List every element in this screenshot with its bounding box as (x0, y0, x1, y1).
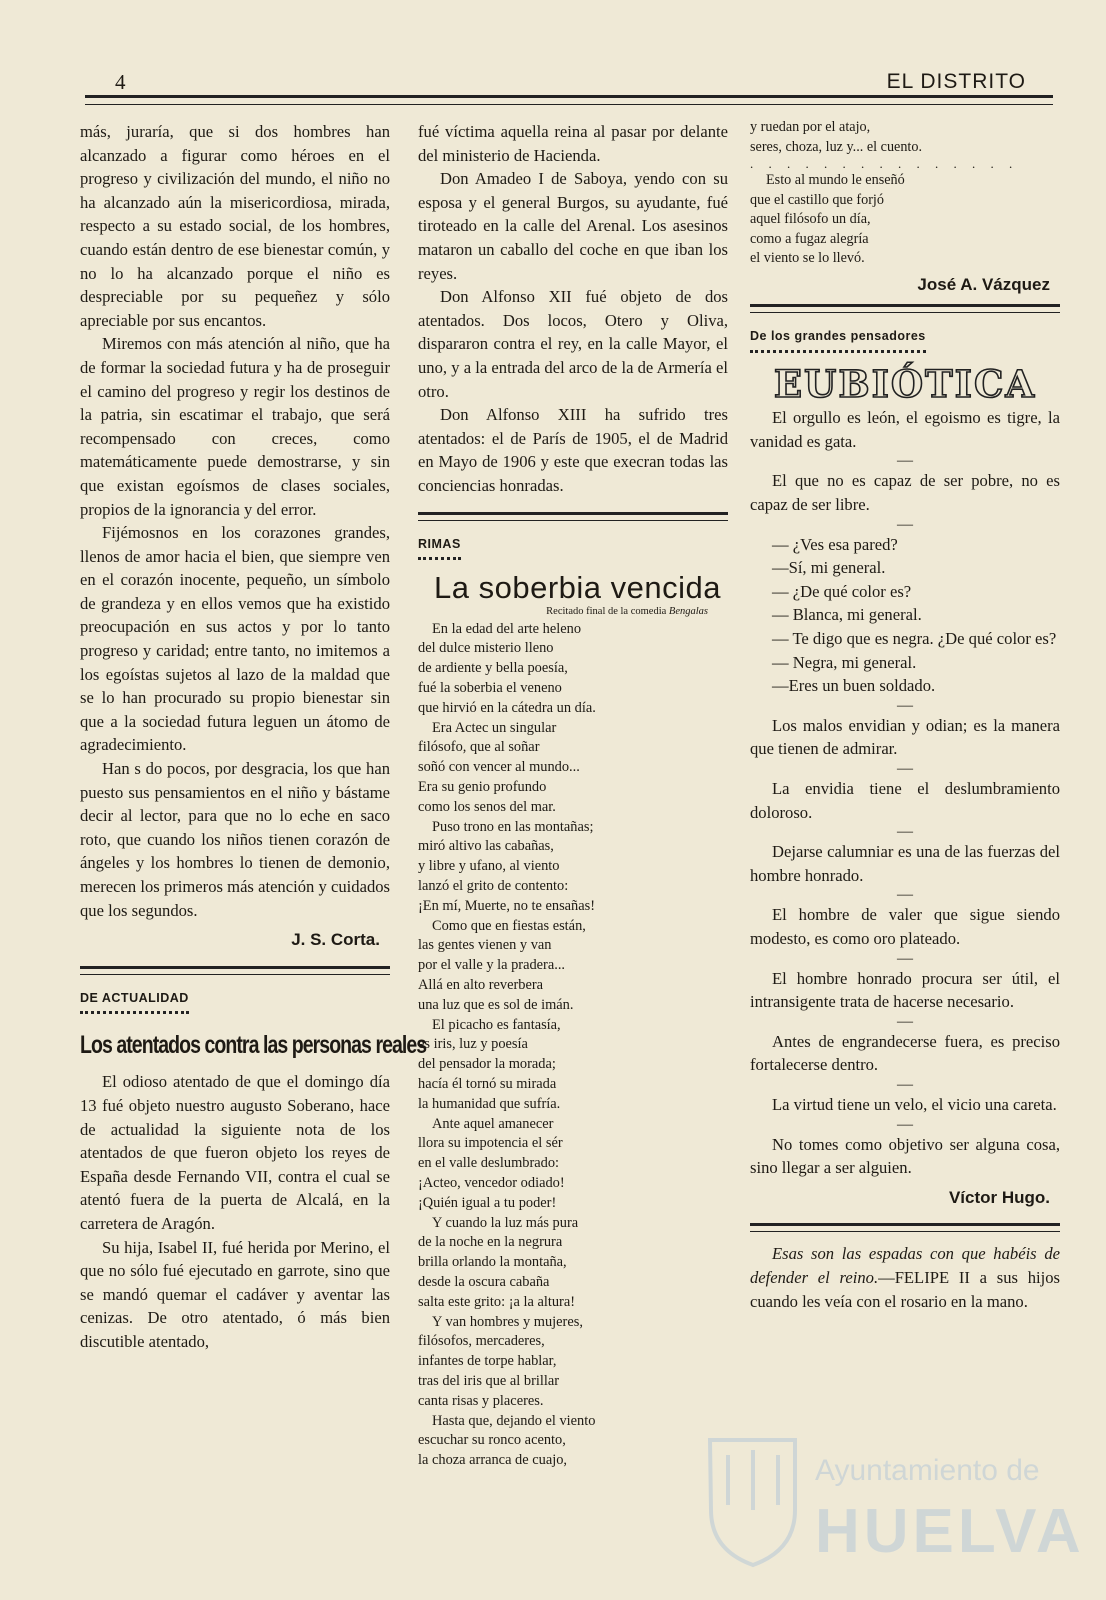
masthead: EL DISTRITO (886, 70, 1026, 93)
dialogue-line: — ¿De qué color es? (772, 581, 912, 601)
poem (418, 620, 728, 1471)
poem-line: Esto al mundo le enseñó (766, 172, 905, 188)
paragraph: fué víctima aquella reina al pasar por delante del ministerio de Hacienda. (418, 122, 728, 165)
separator-dash: — (897, 823, 913, 841)
poem-line: como a fugaz alegría (750, 230, 869, 247)
poem-line: de la noche en la negrura (418, 1234, 563, 1251)
section-headline: EUBIÓTICA (773, 361, 1037, 406)
poem-line: El picacho es fantasía, (432, 1016, 561, 1033)
paragraph: Don Amadeo I de Saboya, yendo con su esposa y el general Burgos, su ayudante, fué tiroteado en la calle del Arenal. Los asesinos mataron un caballo del coche en que iban los reyes. (418, 169, 728, 283)
poem-line: ¡Acteo, vencedor odiado! (418, 1175, 565, 1191)
poem-line: y ruedan por el atajo, (750, 119, 871, 135)
thought: Antes de engrandecerse fuera, es preciso fortalecerse dentro. (750, 1031, 1060, 1075)
thought: La virtud tiene un velo, el vicio una careta. (772, 1094, 1057, 1114)
section-rule (418, 512, 728, 521)
dialogue-line: — ¿Ves esa pared? (772, 534, 898, 554)
section-label: DE ACTUALIDAD (80, 987, 189, 1015)
article-headline: Los atentados contra las personas reales (80, 1031, 427, 1060)
poem-line: Ante aquel amanecer (432, 1115, 554, 1132)
poem-line: que hirvió en la cátedra un día. (418, 699, 596, 716)
poem-line: como los senos del mar. (418, 798, 556, 815)
thought: El que no es capaz de ser pobre, no es capaz de ser libre. (750, 471, 1060, 515)
poem-line: canta risas y placeres. (418, 1392, 544, 1409)
watermark (700, 1420, 1085, 1570)
separator-dash: — (897, 886, 913, 904)
dialogue-line: — Te digo que es negra. ¿De qué color es? (772, 629, 1057, 649)
watermark-line-2: HUELVA (815, 1497, 1085, 1566)
poem-line: por el valle y la pradera... (418, 957, 566, 974)
watermark-line-1: Ayuntamiento de (815, 1454, 1040, 1487)
poem-line: que el castillo que forjó (750, 191, 884, 208)
paragraph: Su hija, Isabel II, fué herida por Merino, el que no sólo fué ejecutado en garrote, sino que se mandó quemar el cadáver y aventar las cenizas. De otro atentado, ó más bien discutible atentado, (80, 1237, 390, 1351)
poem-line: Allá en alto reverbera (418, 977, 544, 994)
poem-line: de ardiente y bella poesía, (418, 660, 568, 677)
separator-dash: — (897, 1075, 913, 1093)
paragraph: Han s do pocos, por desgracia, los que han puesto sus pensamientos en el niño y bástame decir al lector, para que no lo eche en saco roto, que cuando los niños tienen corazón de ángeles y los hombres lo tienen de demonio, merecen los primeros más atención y cuidados que los segundos. (80, 759, 390, 920)
poem-line: en el valle deslumbrado: (418, 1155, 560, 1172)
column-3 (750, 118, 1060, 1313)
dialogue-line: — Blanca, mi general. (772, 605, 922, 625)
poem-line: salta este grito: ¡a la altura! (418, 1293, 576, 1310)
poem-line: filósofo, que al soñar (418, 739, 540, 756)
poem-line: Puso trono en las montañas; (432, 818, 594, 835)
poem-line: ¡Quién igual a tu poder! (418, 1194, 557, 1211)
section-label: RIMAS (418, 533, 461, 561)
separator-dash: — (897, 1012, 913, 1030)
thought: El hombre de valer que sigue siendo modesto, es como oro plateado. (750, 905, 1060, 948)
poem-line: la choza arranca de cuajo, (418, 1452, 568, 1469)
poem-line: desde la oscura cabaña (418, 1273, 550, 1290)
poem-line: filósofos, mercaderes, (418, 1333, 545, 1350)
poem-line: del pensador la morada; (418, 1056, 556, 1073)
closing-quote: Esas son las espadas con que habéis de defender el reino.—FELIPE II a sus hijos cuando les veía con el rosario en la mano. (750, 1244, 1060, 1311)
section-label: De los grandes pensadores (750, 325, 926, 353)
poem-line: tras del iris que al brillar (418, 1372, 560, 1389)
column-1 (80, 120, 427, 1354)
paragraph: Don Alfonso XII fué objeto de dos atentados. Dos locos, Otero y Oliva, dispararon contra el rey, en la calle Mayor, el uno, y a la entrada del arco de la de Armería el otro. (418, 287, 728, 401)
poem-line: Y cuando la luz más pura (432, 1214, 579, 1231)
separator-dash: — (897, 1115, 913, 1133)
poem-line: aquel filósofo un día, (750, 211, 871, 227)
page-number: 4 (115, 70, 126, 94)
poem-line: En la edad del arte heleno (432, 620, 582, 637)
separator-dash: — (897, 696, 913, 714)
poem-line: una luz que es sol de imán. (418, 996, 574, 1013)
poem-credit: Recitado final de la comedia Bengalas (546, 605, 708, 617)
poem-line: ¡En mí, Muerte, no te ensañas! (418, 897, 596, 914)
paragraph: más, juraría, que si dos hombres han alcanzado a figurar como héroes en el progreso y civilización del mundo, el niño no ha alcanzado aún la misericordiosa, mirada, respecto a su estado social, de los hombres, cuando están dentro de ese bienestar común, y no lo ha alcanzado porque el niño es despreciable por su pequeñez y sólo apreciable por sus encantos. (80, 122, 390, 330)
section-rule (750, 304, 1060, 313)
poem-ending (750, 118, 1060, 269)
poem-line: escuchar su ronco acento, (418, 1432, 566, 1449)
ellipsis-dots: . . . . . . . . . . . . . . . (750, 156, 1019, 171)
paragraph: Miremos con más atención al niño, que ha de formar la sociedad futura y ha de proseguir el camino del progreso y regir los destinos de la patria, sin escatimar el trabajo, que será recompensado con creces, como matemáticamente puede demostrarse, y sin que existan egoísmos de clases sociales, propios de la ignorancia y del error. (80, 334, 390, 519)
poem-line: miró altivo las cabañas, (418, 838, 554, 855)
paragraph: El odioso atentado de que el domingo día 13 fué objeto nuestro augusto Soberano, hace de actualidad la siguiente nota de los atentados de que fueron objeto los reyes de España desde Fernando VII, contra el cual se atentó fuera de la puerta de Alcalá, en la carretera de Aragón. (80, 1072, 390, 1233)
poem-line: y libre y ufano, al viento (418, 858, 560, 875)
separator-dash: — (897, 515, 913, 533)
signature: Víctor Hugo. (948, 1187, 1050, 1207)
poem-line: seres, choza, luz y... el cuento. (750, 138, 923, 155)
signature: José A. Vázquez (917, 274, 1050, 294)
poem-line: fué la soberbia el veneno (418, 680, 562, 697)
thought: No tomes como objetivo ser alguna cosa, sino llegar a ser alguien. (750, 1134, 1060, 1178)
header-rule (85, 95, 1053, 105)
poem-line: infantes de torpe hablar, (418, 1353, 557, 1370)
poem-line: Era su genio profundo (418, 779, 547, 796)
poem-title: La soberbia vencida (434, 570, 721, 606)
poem-line: brilla orlando la montaña, (418, 1254, 567, 1271)
section-rule (750, 1223, 1060, 1232)
separator-dash: — (897, 949, 913, 967)
poem-line: el viento se lo llevó. (750, 250, 865, 266)
poem-line: Como que en fiestas están, (432, 917, 586, 934)
separator-dash: — (897, 452, 913, 470)
thought: La envidia tiene el deslumbramiento doloroso. (750, 779, 1060, 822)
paragraph: Fijémosnos en los corazones grandes, llenos de amor hacia el bien, que siempre ven en el corazón inocente, pequeño, un símbolo de grandeza y en ellos vemos que ha existido preocupación en sus actos y por lo tanto progreso y caridad; entre tanto, no imitemos a los egoístas sujetos al lazo de la maldad que se lo han procurado su propio bienestar sin que a la sociedad futura leguen un átomo de agradecimiento. (80, 523, 390, 755)
poem-line: del dulce misterio lleno (418, 640, 554, 657)
poem-line: Y van hombres y mujeres, (432, 1313, 583, 1330)
poem-line: Era Actec un singular (432, 719, 557, 736)
separator-dash: — (897, 760, 913, 777)
poem-line: las gentes vienen y van (418, 937, 552, 954)
dialogue-line: —Sí, mi general. (772, 558, 886, 578)
poem-line: hacía él tornó su mirada (418, 1076, 557, 1093)
paragraph: Don Alfonso XIII ha sufrido tres atentados: el de París de 1905, el de Madrid en Mayo de 1906 y este que execran todas las conciencias honradas. (418, 405, 728, 495)
dialogue-line: — Negra, mi general. (772, 652, 917, 672)
thought: Los malos envidian y odian; es la manera que tienen de admirar. (750, 715, 1060, 759)
poem-line: Hasta que, dejando el viento (432, 1412, 596, 1429)
section-rule (80, 966, 390, 975)
poem-line: lanzó el grito de contento: (418, 878, 569, 895)
poem-line: es iris, luz y poesía (418, 1036, 528, 1053)
thought: Dejarse calumniar es una de las fuerzas del hombre honrado. (750, 842, 1060, 885)
poem-line: soñó con vencer al mundo... (418, 759, 580, 776)
dialogue-line: —Eres un buen soldado. (772, 676, 936, 696)
poem-line: la humanidad que sufría. (418, 1095, 561, 1112)
column-2 (418, 120, 728, 1471)
thought: El hombre honrado procura ser útil, el intransigente trata de hacerse necesario. (750, 968, 1060, 1012)
thought: El orgullo es león, el egoismo es tigre, la vanidad es gata. (750, 408, 1060, 451)
signature: J. S. Corta. (291, 930, 380, 950)
poem-line: llora su impotencia el sér (418, 1135, 563, 1152)
coat-of-arms-icon (710, 1440, 795, 1565)
